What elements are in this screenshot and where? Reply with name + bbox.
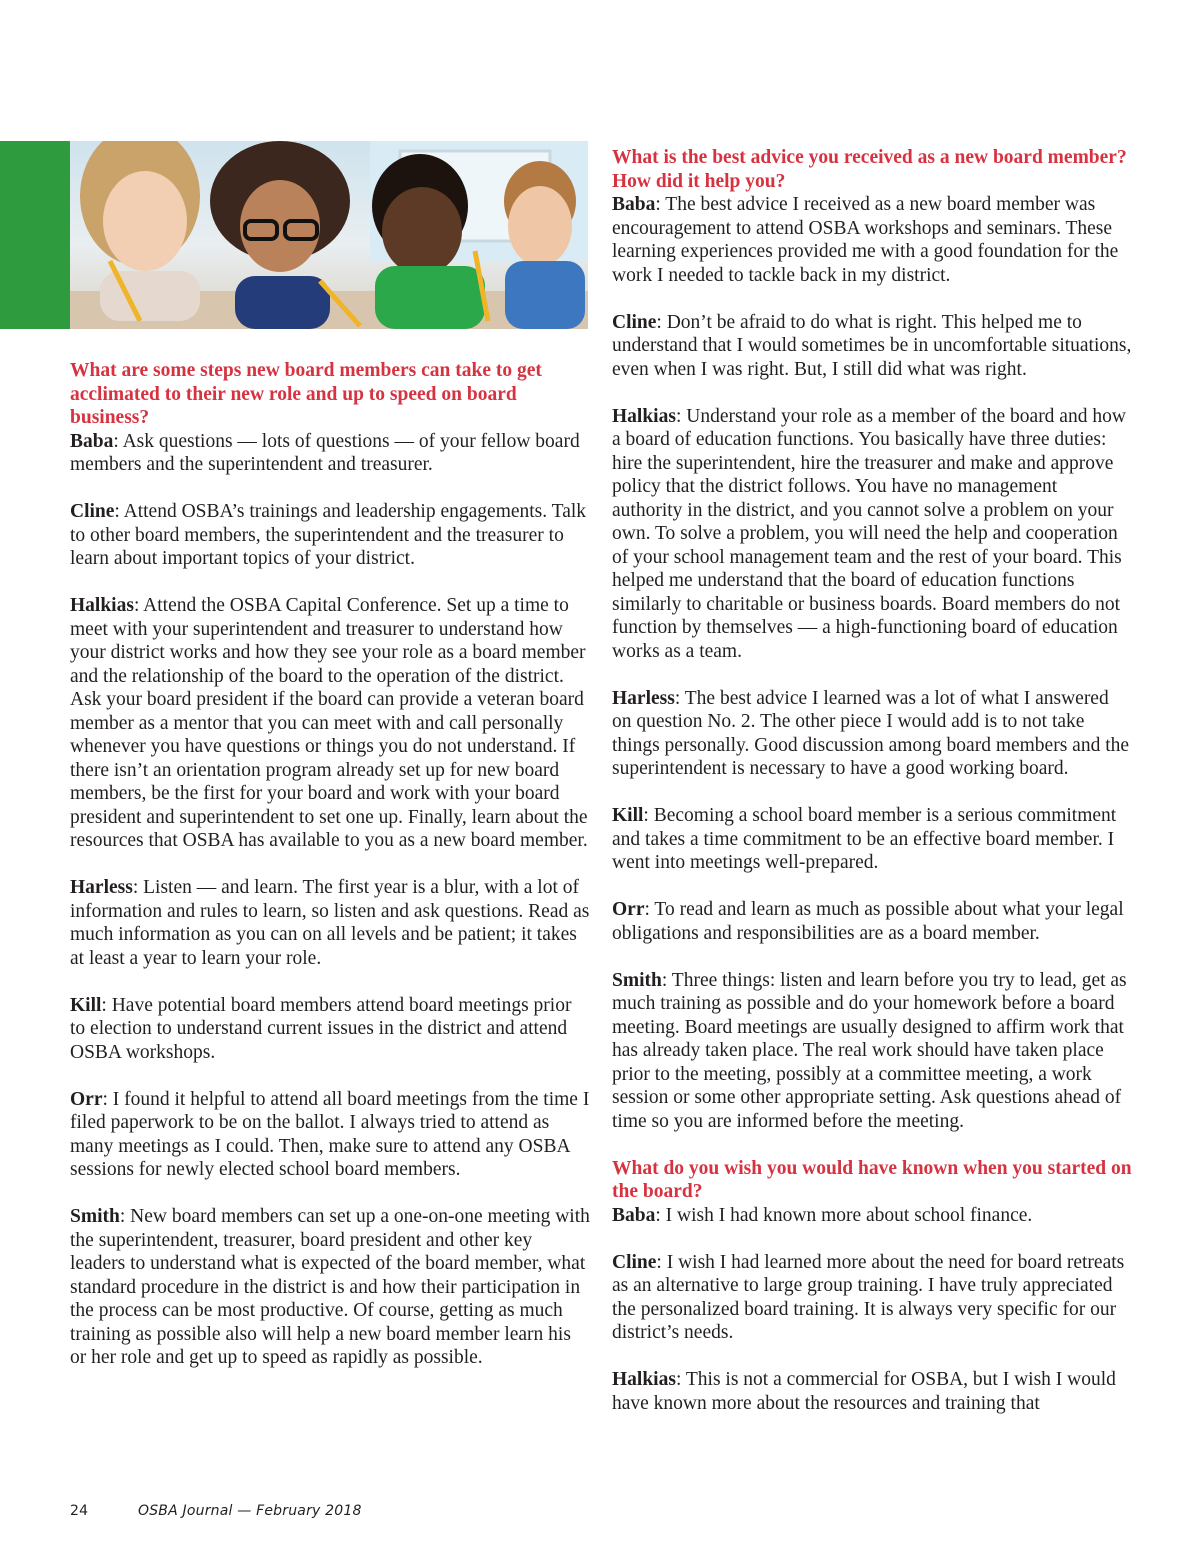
green-accent-bar: [0, 141, 70, 329]
answer-smith: Smith: Three things: listen and learn before you try to lead, get as much training as possible and do your homework before a board meeting. Board meetings are usually designed to affirm work that has already taken place. The real work should have taken place prior to the meeting, possibly at a committee meeting, a work session or some other appropriate setting. Ask questions ahead of time so you are informed before the meeting.: [612, 969, 1127, 1132]
answer-harless: Harless: Listen — and learn. The first year is a blur, with a lot of information and rules to learn, so listen and ask questions. Read as much information as you can on all levels and be patient; it takes at least a year to learn your role.: [70, 877, 590, 969]
page-number: 24: [70, 1503, 89, 1519]
answer-kill: Kill: Becoming a school board member is a serious commitment and takes a time commitment to be an effective board member. I went into meetings well-prepared.: [612, 805, 1117, 873]
answer-baba: Baba: I wish I had known more about school finance.: [612, 1204, 1033, 1226]
answer-smith: Smith: New board members can set up a one-on-one meeting with the superintendent, treasurer, board president and other key leaders to understand what is expected of the board member, what standard procedure in the district is and how their participation in the process can be most productive. Of course, getting as much training as possible also will help a new board member learn his or her role and get up to speed as rapidly as possible.: [70, 1206, 590, 1368]
answer-baba: Baba: The best advice I received as a new board member was encouragement to attend OSBA workshops and seminars. These learning experiences provided me with a good foundation for the work I needed to tackle back in my district.: [612, 194, 1119, 286]
children-illustration: [70, 141, 588, 329]
question-acclimate: What are some steps new board members can take to get acclimated to their new role and up to speed on board business?: [70, 360, 542, 428]
answer-orr: Orr: I found it helpful to attend all board meetings from the time I filed paperwork to be on the ballot. I always tried to attend as many meetings as I could. Then, make sure to attend any OSBA sessions for newly elected school board members.: [70, 1088, 590, 1180]
answer-kill: Kill: Have potential board members attend board meetings prior to election to understand current issues in the district and attend OSBA workshops.: [70, 994, 572, 1063]
classroom-photo: [70, 141, 588, 329]
page-footer: [70, 1503, 362, 1519]
right-column: [612, 146, 1132, 1439]
answer-orr: Orr: To read and learn as much as possible about what your legal obligations and responsibilities are as a board member.: [612, 899, 1124, 944]
answer-cline: Cline: Attend OSBA’s trainings and leadership engagements. Talk to other board members, the superintendent and the treasurer to learn about important topics of your district.: [70, 501, 587, 569]
journal-title: OSBA Journal — February 2018: [138, 1503, 362, 1519]
answer-halkias: Halkias: Attend the OSBA Capital Conference. Set up a time to meet with your superintendent and treasurer to understand how your district works and how they see your role as a board member and the relationship of the board to the operation of the district. Ask your board president if the board can provide a veteran board member as a mentor that you can meet with and call personally whenever you have questions or things you do not understand. If there isn’t an orientation program already set up for new board members, be the first for your board and work with your board president and superintendent to set one up. Finally, learn about the resources that OSBA has available to you as a new board member.: [70, 595, 588, 851]
question-wish-known: What do you wish you would have known when you started on the board?: [612, 1157, 1132, 1202]
answer-halkias: Halkias: This is not a commercial for OSBA, but I wish I would have known more about the resources and training that: [612, 1369, 1116, 1414]
answer-cline: Cline: Don’t be afraid to do what is right. This helped me to understand that I would sometimes be in uncomfortable situations, even when I was right. But, I still did what was right.: [612, 311, 1132, 380]
answer-harless: Harless: The best advice I learned was a lot of what I answered on question No. 2. The other piece I would add is to not take things personally. Good discussion among board members and the superintendent is necessary to have a good working board.: [612, 687, 1130, 779]
answer-halkias: Halkias: Understand your role as a member of the board and how a board of education functions. You basically have three duties: hire the superintendent, hire the treasurer and make and approve policy that the district follows. You have no management authority in the district, and you cannot solve a problem on your own. To solve a problem, you will need the help and cooperation of your school management team and the rest of your board. This helped me understand that the board of education functions similarly to charitable or business boards. Board members do not function by themselves — a high-functioning board of education works as a team.: [612, 405, 1126, 662]
question-best-advice: What is the best advice you received as a new board member? How did it help you?: [612, 147, 1127, 192]
left-column: [70, 359, 590, 1393]
answer-baba: Baba: Ask questions — lots of questions — of your fellow board members and the superintendent and treasurer.: [70, 430, 580, 475]
answer-cline: Cline: I wish I had learned more about the need for board retreats as an alternative to large group training. I have truly appreciated the personalized board training. It is always very specific for our district’s needs.: [612, 1251, 1125, 1343]
